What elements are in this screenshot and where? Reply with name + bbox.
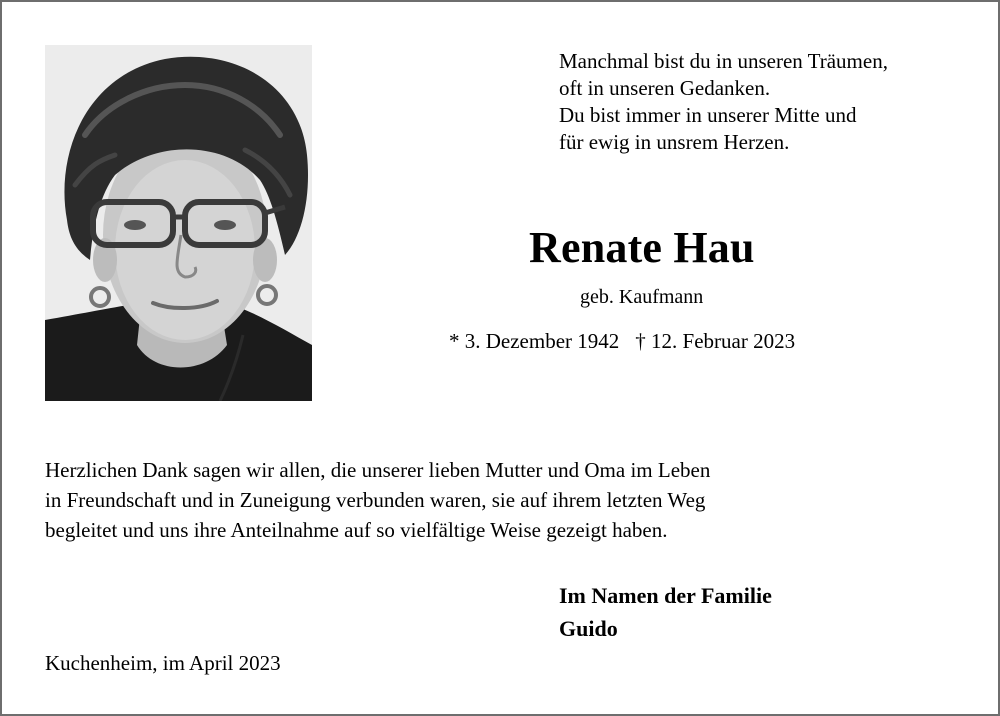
poem-line: Manchmal bist du in unseren Träumen,: [559, 49, 888, 73]
thanks-line: begleitet und uns ihre Anteilnahme auf so vielfältige Weise gezeigt haben.: [45, 518, 668, 542]
memorial-poem: [559, 48, 888, 156]
death-date: † 12. Februar 2023: [635, 329, 796, 353]
thank-you-text: [45, 455, 710, 545]
poem-line: für ewig in unsrem Herzen.: [559, 130, 790, 154]
signature-name: Guido: [559, 616, 618, 641]
portrait-photo: [45, 45, 312, 401]
maiden-name: geb. Kaufmann: [580, 286, 704, 308]
thanks-line: Herzlichen Dank sagen wir allen, die unserer lieben Mutter und Oma im Leben: [45, 458, 711, 482]
deceased-name: Renate Hau: [529, 223, 755, 272]
signature-line: Im Namen der Familie: [559, 583, 772, 608]
family-signature: [559, 579, 772, 645]
poem-line: oft in unseren Gedanken.: [559, 76, 771, 100]
poem-line: Du bist immer in unserer Mitte und: [559, 103, 857, 127]
life-dates: [449, 327, 795, 355]
portrait-image: [45, 45, 312, 401]
birth-date: * 3. Dezember 1942: [449, 329, 620, 353]
place-and-date: Kuchenheim, im April 2023: [45, 651, 281, 675]
thanks-line: in Freundschaft und in Zuneigung verbunden waren, sie auf ihrem letzten Weg: [45, 488, 706, 512]
